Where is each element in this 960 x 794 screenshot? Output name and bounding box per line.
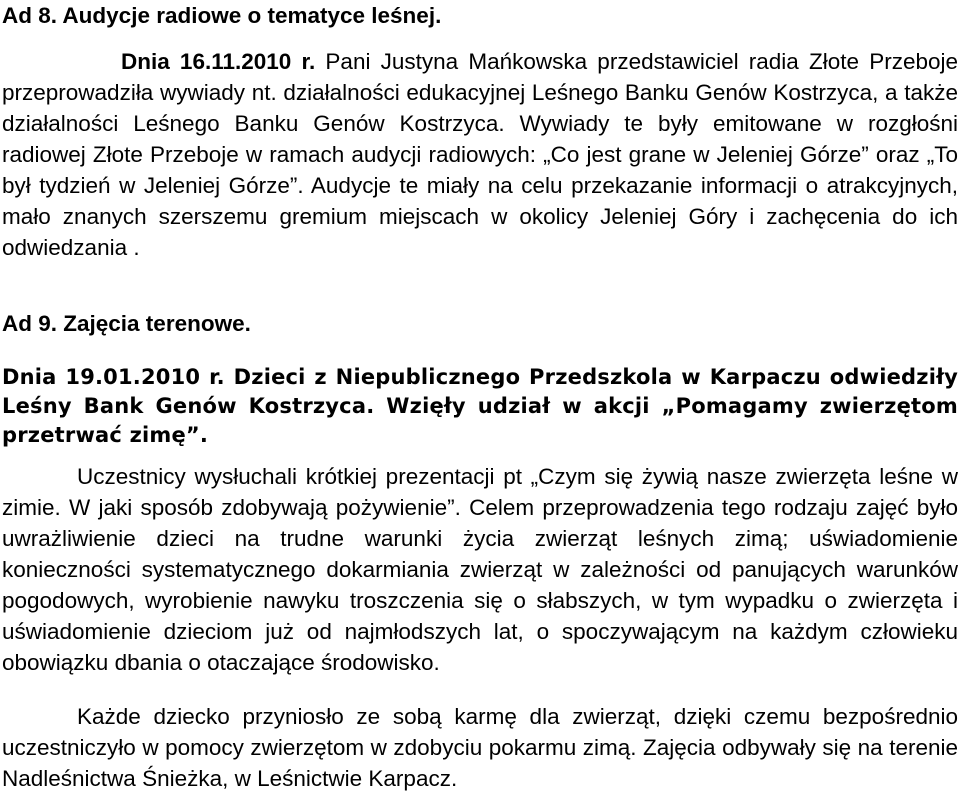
section-9-paragraph-1-text: Uczestnicy wysłuchali krótkiej prezentacji pt „Czym się żywią nasze zwierzęta leśne w zimie. W jaki sposób zdobywają pożywienie”. Celem przeprowadzenia tego rodzaju zajęć było uwrażliwienie dzieci na trudne warunki życia zwierząt leśnych zimą; uświadomienie konieczności systematycznego dokarmiania zwierząt w zależności od panujących warunków pogodowych, wyrobienie nawyku troszczenia się o słabszych, w tym wypadku o zwierzęta i uświadomienie dzieciom już od najmłodszych lat, o spoczywającym na każdym człowieku obowiązku dbania o otaczające środowisko. — [2, 464, 958, 675]
section-9-paragraph-2 — [2, 701, 958, 794]
section-9-intro: Dnia 19.01.2010 r. Dzieci z Niepublicznego Przedszkola w Karpaczu odwiedziły Leśny Bank Genów Kostrzyca. Wzięły udział w akcji „Pomagamy zwierzętom przetrwać zimę”. — [2, 365, 958, 447]
section-8-body: Pani Justyna Mańkowska przedstawiciel radia Złote Przeboje przeprowadziła wywiady nt. działalności edukacyjnej Leśnego Banku Genów Kostrzyca, a także działalności Leśnego Banku Genów Kostrzyca. Wywiady te były emitowane w rozgłośni radiowej Złote Przeboje w ramach audycji radiowych: „Co jest grane w Jeleniej Górze” oraz „To był tydzień w Jeleniej Górze”. Audycje te miały na celu przekazanie informacji o atrakcyjnych, mało znanych szerszemu gremium miejscach w okolicy Jeleniej Góry i zachęcenia do ich odwiedzania . — [2, 49, 958, 260]
section-8-paragraph — [2, 46, 958, 263]
section-9-paragraph-1 — [2, 461, 958, 678]
section-9-heading: Ad 9. Zajęcia terenowe. — [2, 311, 251, 336]
section-8-date: Dnia 16.11.2010 r. — [121, 49, 316, 74]
section-8-heading: Ad 8. Audycje radiowe o tematyce leśnej. — [2, 3, 442, 28]
section-9-paragraph-2-text: Każde dziecko przyniosło ze sobą karmę dla zwierząt, dzięki czemu bezpośrednio uczestniczyło w pomocy zwierzętom w zdobyciu pokarmu zimą. Zajęcia odbywały się na terenie Nadleśnictwa Śnieżka, w Leśnictwie Karpacz. — [2, 704, 958, 791]
